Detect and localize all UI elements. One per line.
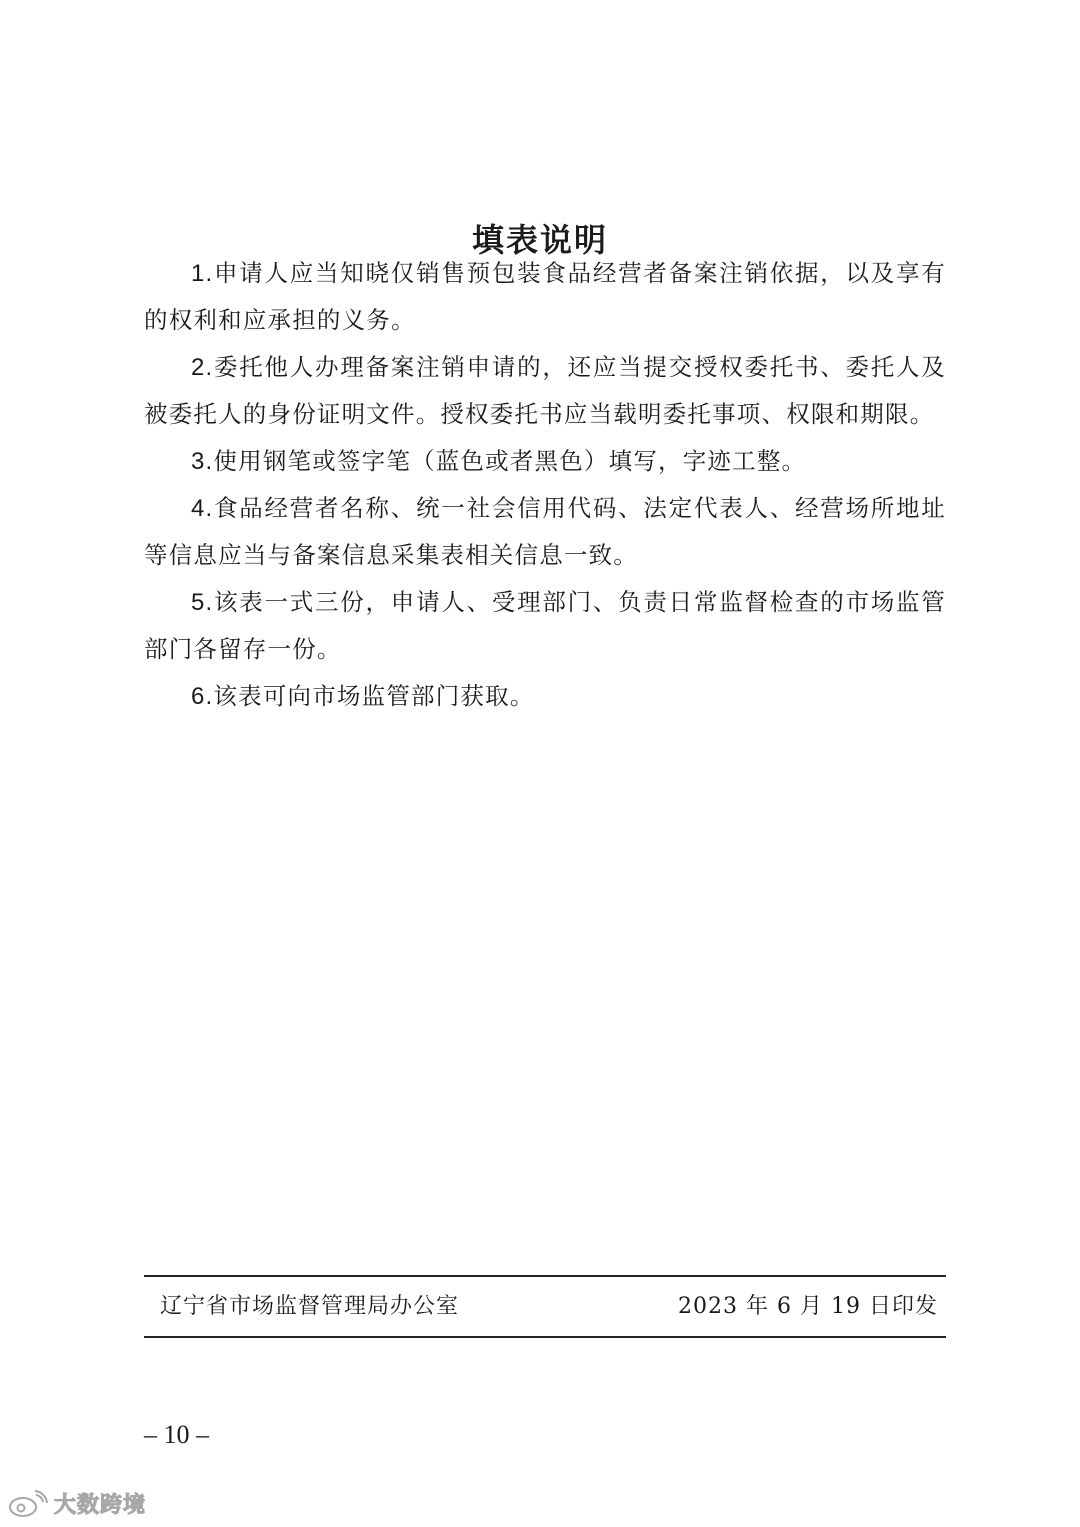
item-text: 委托他人办理备案注销申请的，还应当提交授权委托书、委托人及被委托人的身份证明文件。授权委托书应当载明委托事项、权限和期限。 [144, 353, 946, 428]
watermark-text: 大数跨境 [54, 1493, 147, 1518]
page-number: – 10 – [144, 1420, 209, 1449]
document-title: 填表说明 [471, 221, 608, 260]
instruction-item [144, 344, 946, 438]
item-text: 该表一式三份，申请人、受理部门、负责日常监督检查的市场监管部门各留存一份。 [144, 588, 946, 663]
item-number: 1. [191, 260, 214, 287]
issuer-name: 辽宁省市场监督管理局办公室 [160, 1294, 460, 1319]
item-text: 申请人应当知晓仅销售预包装食品经营者备案注销依据，以及享有的权利和应承担的义务。 [144, 259, 946, 334]
item-number: 5. [191, 589, 214, 616]
item-text: 该表可向市场监管部门获取。 [213, 682, 535, 710]
instruction-item [144, 250, 946, 344]
item-text: 食品经营者名称、统一社会信用代码、法定代表人、经营场所地址等信息应当与备案信息采集表相关信息一致。 [144, 494, 946, 569]
instruction-item [144, 579, 946, 673]
footer-bottom-rule [144, 1336, 946, 1338]
weibo-logo-icon [8, 1490, 48, 1518]
footer-top-rule [144, 1275, 946, 1277]
item-number: 6. [191, 683, 214, 710]
item-number: 3. [191, 448, 214, 475]
item-text: 使用钢笔或签字笔（蓝色或者黑色）填写，字迹工整。 [213, 447, 807, 475]
instruction-item [144, 673, 946, 720]
instruction-item [144, 485, 946, 579]
instructions-list [144, 250, 946, 720]
issue-date: 2023 年 6 月 19 日印发 [678, 1294, 938, 1319]
instruction-item [144, 438, 946, 485]
item-number: 2. [191, 354, 214, 381]
watermark [8, 1488, 146, 1519]
item-number: 4. [191, 495, 214, 522]
